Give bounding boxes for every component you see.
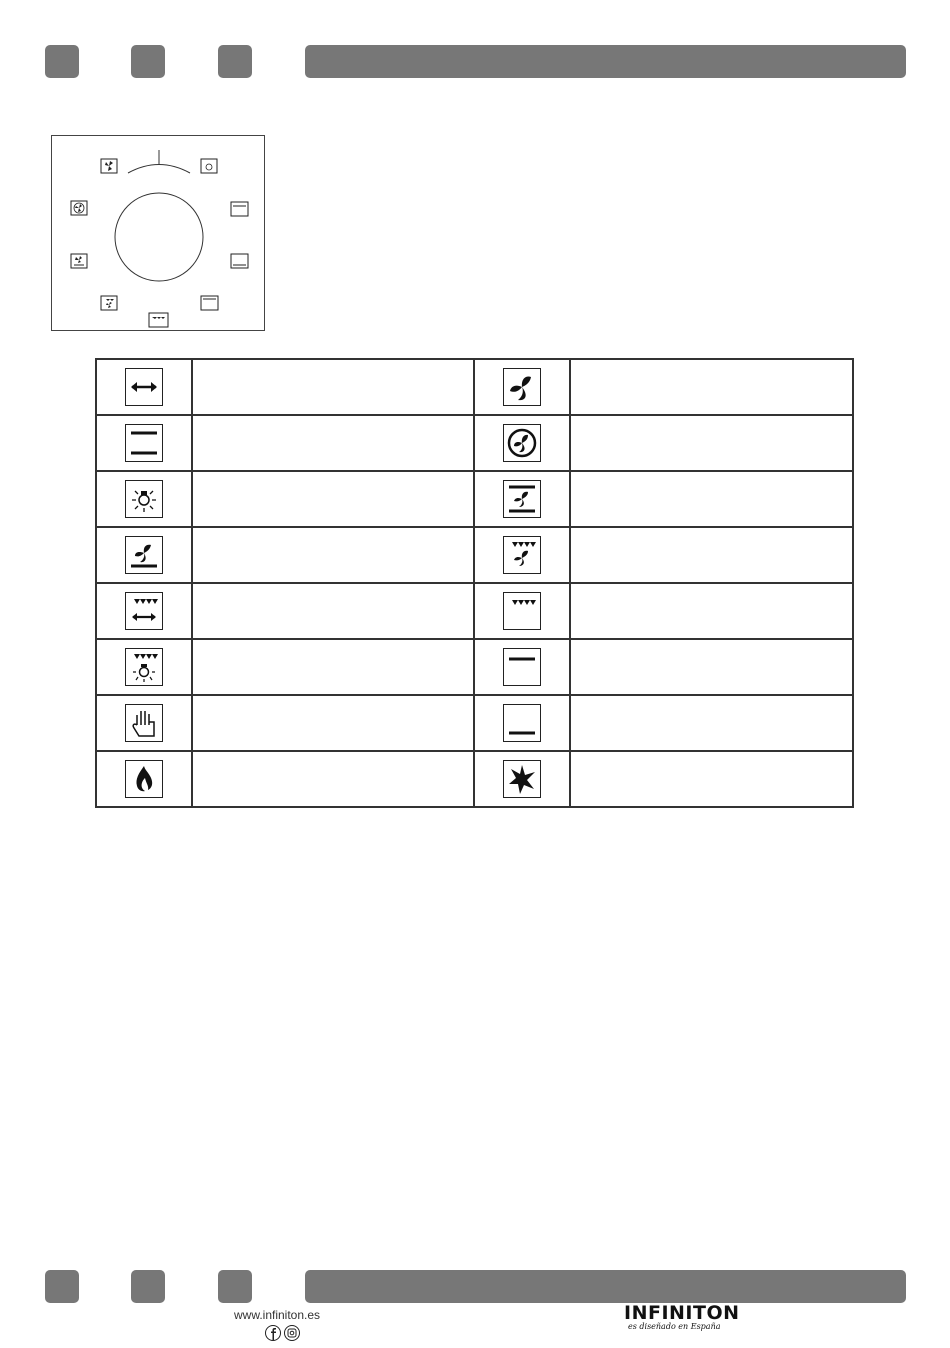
dial-bottom-fan-icon (71, 254, 87, 268)
dial-ring-fan-icon (71, 201, 87, 215)
symbol-description-cell (570, 639, 853, 695)
symbol-description-cell (570, 751, 853, 807)
dial-bottom-heat-icon (231, 254, 248, 268)
facebook-icon[interactable] (266, 1326, 281, 1341)
grill-fan-icon (503, 536, 541, 574)
two-way-arrow-icon (125, 368, 163, 406)
dial-top-bottom-heat-icon (201, 296, 218, 310)
symbol-row (96, 639, 853, 695)
dial-top-heat-icon (231, 202, 248, 216)
header-bar (305, 45, 906, 78)
symbol-description-cell (570, 471, 853, 527)
symbol-row (96, 359, 853, 415)
symbol-icon-cell (474, 583, 570, 639)
symbol-description-cell (192, 639, 475, 695)
dial-grill-fan-icon (101, 296, 117, 310)
symbol-icon-cell (96, 751, 192, 807)
symbol-description-cell (192, 751, 475, 807)
symbol-description-cell (192, 583, 475, 639)
symbol-description-cell (192, 471, 475, 527)
symbol-row (96, 583, 853, 639)
top-bottom-fan-icon (503, 480, 541, 518)
dial-fan-icon (101, 159, 117, 173)
footer-square-1 (45, 1270, 79, 1303)
symbol-icon-cell (474, 751, 570, 807)
symbol-row (96, 471, 853, 527)
footer-square-2 (131, 1270, 165, 1303)
defrost-icon (503, 760, 541, 798)
brand-logo (624, 1302, 740, 1331)
symbol-icon-cell (96, 695, 192, 751)
symbol-description-cell (192, 359, 475, 415)
bottom-heat-icon (503, 704, 541, 742)
footer-bar (305, 1270, 906, 1303)
symbol-row (96, 527, 853, 583)
bottom-fan-icon (125, 536, 163, 574)
symbol-icon-cell (96, 471, 192, 527)
grill-arrow-icon (125, 592, 163, 630)
dial-panel (51, 135, 265, 331)
header-square-2 (131, 45, 165, 78)
symbol-row (96, 695, 853, 751)
symbol-icon-cell (474, 415, 570, 471)
symbol-description-cell (192, 527, 475, 583)
symbol-description-cell (192, 415, 475, 471)
dial-lamp-icon (201, 159, 217, 173)
grill-lamp-icon (125, 648, 163, 686)
lamp-icon (125, 480, 163, 518)
top-heat-icon (503, 648, 541, 686)
symbol-description-cell (570, 695, 853, 751)
fan-icon (503, 368, 541, 406)
symbol-row (96, 415, 853, 471)
brand-name: INFINITON (624, 1302, 740, 1324)
dial-diagram (52, 136, 266, 332)
symbol-icon-cell (474, 471, 570, 527)
symbol-description-cell (570, 583, 853, 639)
symbol-icon-cell (96, 415, 192, 471)
symbol-table (95, 358, 854, 808)
social-links (265, 1324, 303, 1347)
hand-icon (125, 704, 163, 742)
flame-icon (125, 760, 163, 798)
top-bottom-heat-icon (125, 424, 163, 462)
symbol-icon-cell (474, 359, 570, 415)
symbol-description-cell (192, 695, 475, 751)
symbol-icon-cell (474, 527, 570, 583)
symbol-icon-cell (96, 639, 192, 695)
instagram-icon[interactable] (285, 1326, 300, 1341)
brand-tagline: es diseñado en España (628, 1322, 721, 1331)
dial-grill-icon (149, 313, 168, 327)
grill-icon (503, 592, 541, 630)
symbol-icon-cell (96, 527, 192, 583)
symbol-icon-cell (474, 639, 570, 695)
symbol-description-cell (570, 527, 853, 583)
ring-fan-icon (503, 424, 541, 462)
symbol-description-cell (570, 359, 853, 415)
header-square-1 (45, 45, 79, 78)
header-square-3 (218, 45, 252, 78)
footer-url[interactable]: www.infiniton.es (234, 1308, 321, 1322)
symbol-icon-cell (96, 583, 192, 639)
footer-square-3 (218, 1270, 252, 1303)
symbol-icon-cell (474, 695, 570, 751)
symbol-description-cell (570, 415, 853, 471)
symbol-icon-cell (96, 359, 192, 415)
symbol-row (96, 751, 853, 807)
